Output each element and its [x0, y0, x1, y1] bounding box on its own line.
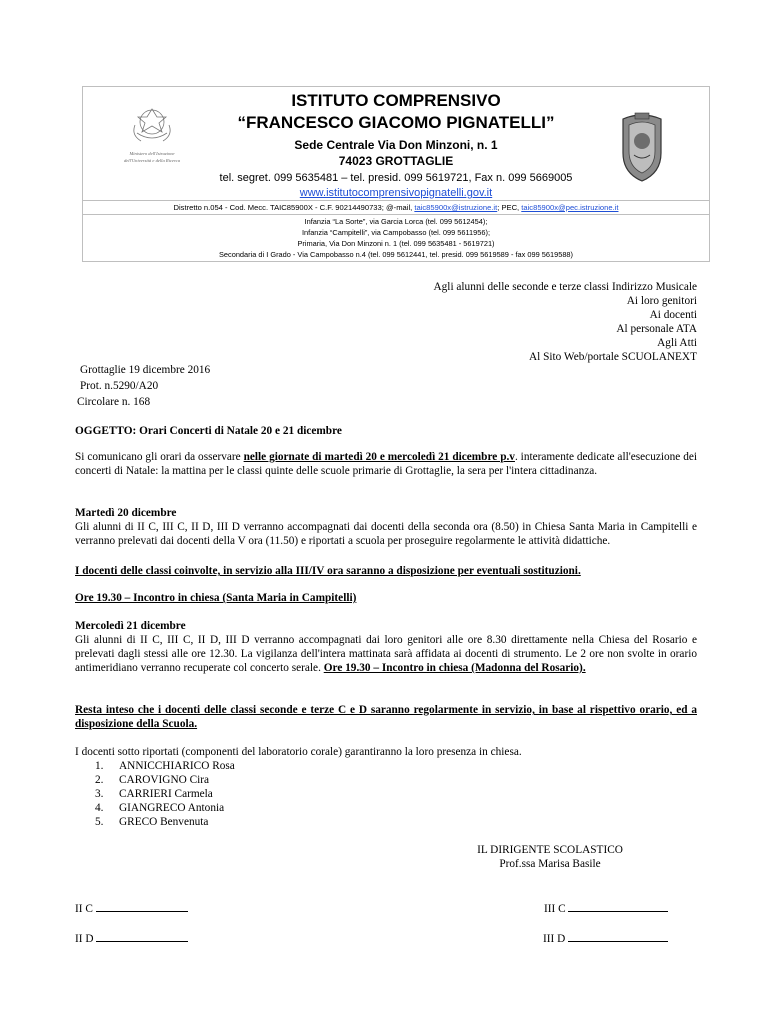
class-label: II C [75, 903, 93, 915]
list-number: 1. [95, 760, 104, 772]
signature-line-ii-c [75, 901, 188, 916]
recipient-line: Al Sito Web/portale SCUOLANEXT [528, 351, 697, 363]
email-link[interactable]: taic85900x@istruzione.it [414, 203, 498, 212]
city: 74023 GROTTAGLIE [338, 154, 454, 168]
recipient-line: Ai docenti [649, 309, 697, 321]
choir-list [95, 759, 395, 829]
wednesday-text: Gli alunni di II C, III C, II D, III D verranno accompagnati dai loro genitori alle ore 8.30 direttamente nella Chiesa del Rosario e prelevati dagli stessi alle ore 12.30. La vigilanza dell'intera mattinata sarà affidata ai docenti di strumento. Le 2 ore non svolte in orario antimeridiano verranno recuperate col concerto serale. [75, 634, 697, 674]
signature-line-iii-d [543, 931, 668, 946]
sede-address: Sede Centrale Via Don Minzoni, n. 1 [294, 138, 498, 152]
signature-blank[interactable] [568, 931, 668, 942]
signature-name: Prof.ssa Marisa Basile [499, 858, 601, 870]
emblem-caption-2: dell'Università e della Ricerca [123, 158, 181, 163]
recipient-line: Al personale ATA [616, 323, 697, 335]
list-number: 3. [95, 788, 104, 800]
list-item [95, 759, 395, 773]
signature-blank[interactable] [96, 901, 188, 912]
wednesday-heading: Mercoledì 21 dicembre [75, 620, 186, 632]
list-name: ANNICCHIARICO Rosa [119, 760, 235, 772]
signature-line-iii-c [544, 901, 668, 916]
choir-intro: I docenti sotto riportati (componenti del laboratorio corale) garantiranno la loro presenza in chiesa. [75, 746, 522, 758]
list-number: 2. [95, 774, 104, 786]
list-number: 5. [95, 816, 104, 828]
school-primaria: Primaria, Via Don Minzoni n. 1 (tel. 099 5635481 - 5619721) [297, 239, 495, 248]
letterhead [82, 86, 710, 262]
protocol-number: Prot. n.5290/A20 [80, 380, 159, 392]
signature-role: IL DIRIGENTE SCOLASTICO [477, 844, 623, 856]
list-name: GIANGRECO Antonia [119, 802, 225, 814]
divider [83, 200, 709, 201]
list-name: CAROVIGNO Cira [119, 774, 210, 786]
signature-blank[interactable] [568, 901, 668, 912]
list-number: 4. [95, 802, 104, 814]
intro-text-end: . interamente dedicate all'esecuzione dei concerti di Natale: la mattina per le classi quinte delle scuole primarie di Grottaglie, la sera per l'intera cittadinanza. [75, 451, 698, 477]
school-infanzia-2: Infanzia “Campitelli”, via Campobasso (tel. 099 5611956); [301, 228, 490, 237]
recipients-block [277, 280, 697, 364]
letter-date: Grottaglie 19 dicembre 2016 [80, 364, 211, 376]
intro-dates: nelle giornate di martedì 20 e mercoledì 21 dicembre p.v [243, 451, 515, 463]
subject-line: OGGETTO: Orari Concerti di Natale 20 e 21 dicembre [75, 425, 342, 437]
district-line [83, 203, 709, 212]
website-link[interactable]: www.istitutocomprensivopignatelli.gov.it [299, 187, 493, 199]
recipient-line: Agli Atti [657, 337, 697, 349]
class-label: III D [543, 933, 566, 945]
list-item [95, 801, 395, 815]
circular-number: Circolare n. 168 [77, 396, 151, 408]
institute-name: “FRANCESCO GIACOMO PIGNATELLI” [237, 113, 555, 132]
list-name: CARRIERI Carmela [119, 788, 213, 800]
district-text: Distretto n.054 - Cod. Mecc. TAIC85900X - C.F. 90214490733; @-mail, [173, 203, 415, 212]
wednesday-evening: Ore 19.30 – Incontro in chiesa (Madonna del Rosario). [323, 662, 586, 674]
phone-numbers: tel. segret. 099 5635481 – tel. presid. 099 5619721, Fax n. 099 5669005 [219, 172, 573, 184]
wednesday-paragraph [75, 633, 697, 675]
tuesday-evening: Ore 19.30 – Incontro in chiesa (Santa Maria in Campitelli) [75, 592, 357, 604]
signature-blank[interactable] [96, 931, 188, 942]
pec-label: ; PEC, [497, 203, 522, 212]
signature-line-ii-d [75, 931, 188, 946]
intro-text: Si comunicano gli orari da osservare [75, 451, 244, 463]
intro-paragraph [75, 450, 697, 478]
divider [83, 214, 709, 215]
signature-block [450, 843, 650, 871]
list-item [95, 787, 395, 801]
list-name: GRECO Benvenuta [119, 816, 209, 828]
tuesday-heading: Martedì 20 dicembre [75, 507, 177, 519]
institute-type: ISTITUTO COMPRENSIVO [291, 91, 501, 110]
recipient-line: Agli alunni delle seconde e terze classi Indirizzo Musicale [433, 281, 697, 293]
emblem-caption-1: Ministero dell'Istruzione [129, 151, 175, 156]
pec-link[interactable]: taic85900x@pec.istruzione.it [521, 203, 619, 212]
tuesday-note: I docenti delle classi coinvolte, in servizio alla III/IV ora saranno a disposizione per eventuali sostituzioni. [75, 565, 581, 577]
list-item [95, 815, 395, 829]
school-secondaria: Secondaria di I Grado - Via Campobasso n.4 (tel. 099 5612441, tel. presid. 099 5619589 - fax 099 5619588) [218, 250, 574, 259]
school-infanzia-1: Infanzia “La Sorte”, via Garcia Lorca (tel. 099 5612454); [304, 217, 488, 226]
class-label: II D [75, 933, 94, 945]
class-label: III C [544, 903, 566, 915]
list-item [95, 773, 395, 787]
recipient-line: Ai loro genitori [626, 295, 697, 307]
tuesday-text: Gli alunni di II C, III C, II D, III D verranno accompagnati dai docenti della seconda ora (8.50) in Chiesa Santa Maria in Campitelli e verranno prelevati dai docenti della V ora (11.50) e riportati a scuola per proseguire regolarmente le attività didattiche. [75, 521, 697, 547]
staff-notice: Resta inteso che i docenti delle classi seconde e terze C e D saranno regolarmente in servizio, in base al rispettivo orario, ed a disposizione della Scuola. [75, 704, 697, 730]
